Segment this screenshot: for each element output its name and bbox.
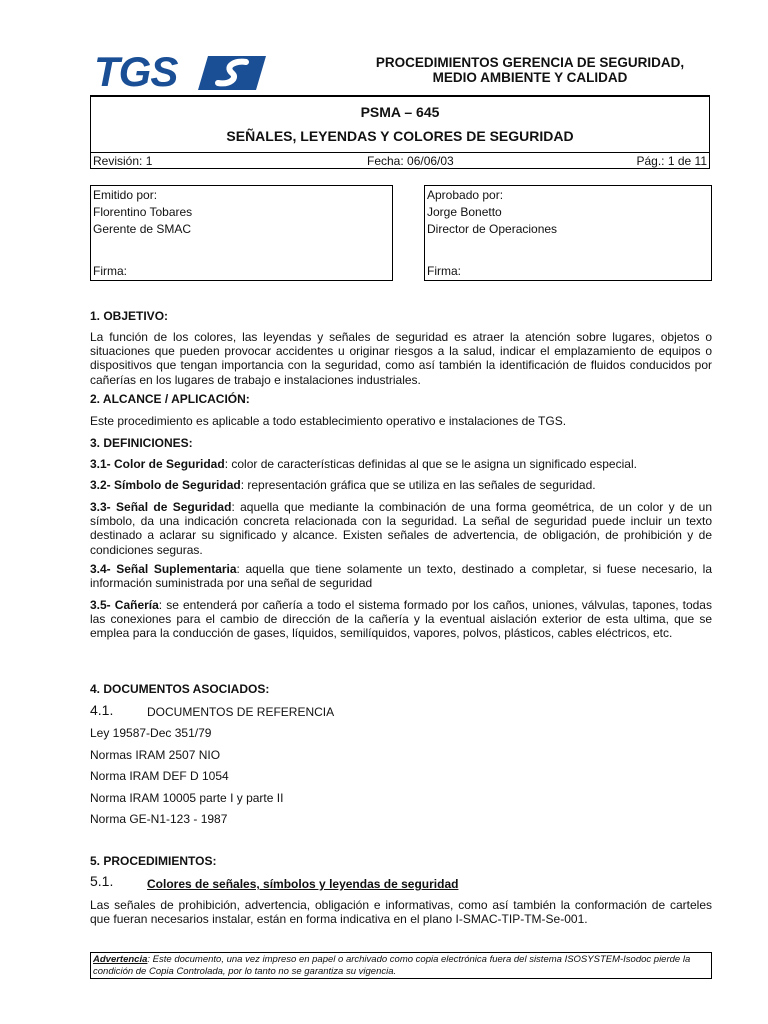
disclaimer-text: : Este documento, una vez impreso en papel o archivado como copia electrónica fuera del sistema ISOSYSTEM-Isodoc pierde la condición de Copia Controlada, por lo tanto no se garantiza su vigencia. — [93, 954, 691, 977]
section-4-title: 4. DOCUMENTOS ASOCIADOS: — [90, 682, 270, 696]
section-2-title: 2. ALCANCE / APLICACIÓN: — [90, 392, 250, 406]
org-title-line1: PROCEDIMIENTOS GERENCIA DE SEGURIDAD, — [375, 55, 685, 70]
date: Fecha: 06/06/03 — [367, 154, 454, 168]
definition-3-5-term: 3.5- Cañería — [90, 598, 159, 612]
section-5-1-number: 5.1. — [90, 873, 114, 889]
disclaimer-footer — [90, 952, 712, 979]
section-5-title: 5. PROCEDIMIENTOS: — [90, 854, 217, 868]
definition-3-1-text: : color de características definidas al que se le asigna un significado especial. — [224, 457, 637, 471]
reference-item: Norma IRAM 10005 parte I y parte II — [90, 791, 284, 805]
definition-3-5 — [90, 598, 712, 641]
section-4-1-title: DOCUMENTOS DE REFERENCIA — [147, 705, 335, 719]
approved-box — [424, 185, 712, 281]
reference-item: Norma IRAM DEF D 1054 — [90, 769, 229, 783]
reference-item: Norma GE-N1-123 - 1987 — [90, 812, 228, 826]
section-2-body: Este procedimiento es aplicable a todo establecimiento operativo e instalaciones de TGS. — [90, 414, 567, 428]
org-title-line2: MEDIO AMBIENTE Y CALIDAD — [432, 69, 628, 85]
definition-3-1 — [90, 457, 712, 471]
section-1-title: 1. OBJETIVO: — [90, 309, 169, 323]
reference-item: Ley 19587-Dec 351/79 — [90, 726, 212, 740]
definition-3-5-text: : se entenderá por cañería a todo el sistema formado por los caños, uniones, válvulas, tapones, todas las conexiones para el cambio de dirección de la cañería y la eventual aislación exterior de esta ultima, que se emplea para la conducción de gases, líquidos, semilíquidos, vapores, polvos, plásticos, cables eléctricos, etc. — [90, 598, 712, 641]
issued-box — [90, 185, 393, 281]
approved-name: Jorge Bonetto — [427, 205, 502, 219]
issued-role: Gerente de SMAC — [93, 222, 192, 236]
issued-name: Florentino Tobares — [93, 205, 193, 219]
doc-code: PSMA – 645 — [360, 104, 440, 120]
logo-emblem — [198, 56, 266, 90]
definition-3-3 — [90, 500, 712, 557]
meta-row — [90, 152, 710, 169]
tgs-logo — [90, 48, 270, 96]
section-4-1 — [90, 703, 712, 717]
issued-label: Emitido por: — [93, 188, 158, 202]
section-5-1 — [90, 873, 712, 891]
section-5-1-title: Colores de señales, símbolos y leyendas de seguridad — [147, 877, 459, 891]
page-number: Pág.: 1 de 11 — [636, 154, 707, 168]
definition-3-2-text: : representación gráfica que se utiliza en las señales de seguridad. — [240, 478, 596, 492]
definition-3-3-term: 3.3- Señal de Seguridad — [90, 500, 232, 514]
definition-3-1-term: 3.1- Color de Seguridad — [90, 457, 225, 471]
definition-3-2-term: 3.2- Símbolo de Seguridad — [90, 478, 241, 492]
org-title — [318, 56, 742, 85]
approved-role: Director de Operaciones — [427, 222, 558, 236]
definition-3-3-text: : aquella que mediante la combinación de una forma geométrica, de un color y de un símbolo, da una indicación concreta relacionada con la seguridad. La señal de seguridad puede incluir un texto destinado a aclarar su significado y alcance. Existen señales de advertencia, de obligación, de prohibición y de condiciones seguras. — [90, 500, 713, 557]
revision: Revisión: 1 — [93, 154, 153, 168]
section-4-1-number: 4.1. — [90, 702, 114, 718]
definition-3-2 — [90, 478, 712, 492]
section-3-title: 3. DEFINICIONES: — [90, 436, 193, 450]
approved-label: Aprobado por: — [427, 188, 504, 202]
definition-3-4 — [90, 562, 712, 590]
definition-3-4-text: : aquella que tiene solamente un texto, destinado a completar, si fuese necesario, la información suministrada por una señal de seguridad — [90, 562, 712, 591]
title-box — [90, 95, 710, 153]
doc-title: SEÑALES, LEYENDAS Y COLORES DE SEGURIDAD — [226, 128, 574, 144]
logo-wordmark: TGS — [94, 48, 178, 95]
definition-3-4-term: 3.4- Señal Suplementaria — [90, 562, 237, 576]
section-1-body: La función de los colores, las leyendas y señales de seguridad es atraer la atención sobre lugares, objetos o situaciones que pueden provocar accidentes u originar riesgos a la salud, indicar el emplazamiento de equipos o dispositivos que tengan importancia con la seguridad, como así también la identificación de fluidos conducidos por cañerías en los lugares de trabajo e instalaciones industriales. — [90, 330, 712, 387]
reference-item: Normas IRAM 2507 NIO — [90, 748, 221, 762]
issued-signature-label: Firma: — [93, 264, 127, 278]
section-5-1-body: Las señales de prohibición, advertencia, obligación e informativas, como así también la conformación de carteles que fueran necesarios instalar, están en forma indicativa en el plano I-SMAC-TIP-TM-Se-001. — [90, 898, 712, 927]
disclaimer-label: Advertencia — [93, 954, 148, 965]
approved-signature-label: Firma: — [427, 264, 461, 278]
